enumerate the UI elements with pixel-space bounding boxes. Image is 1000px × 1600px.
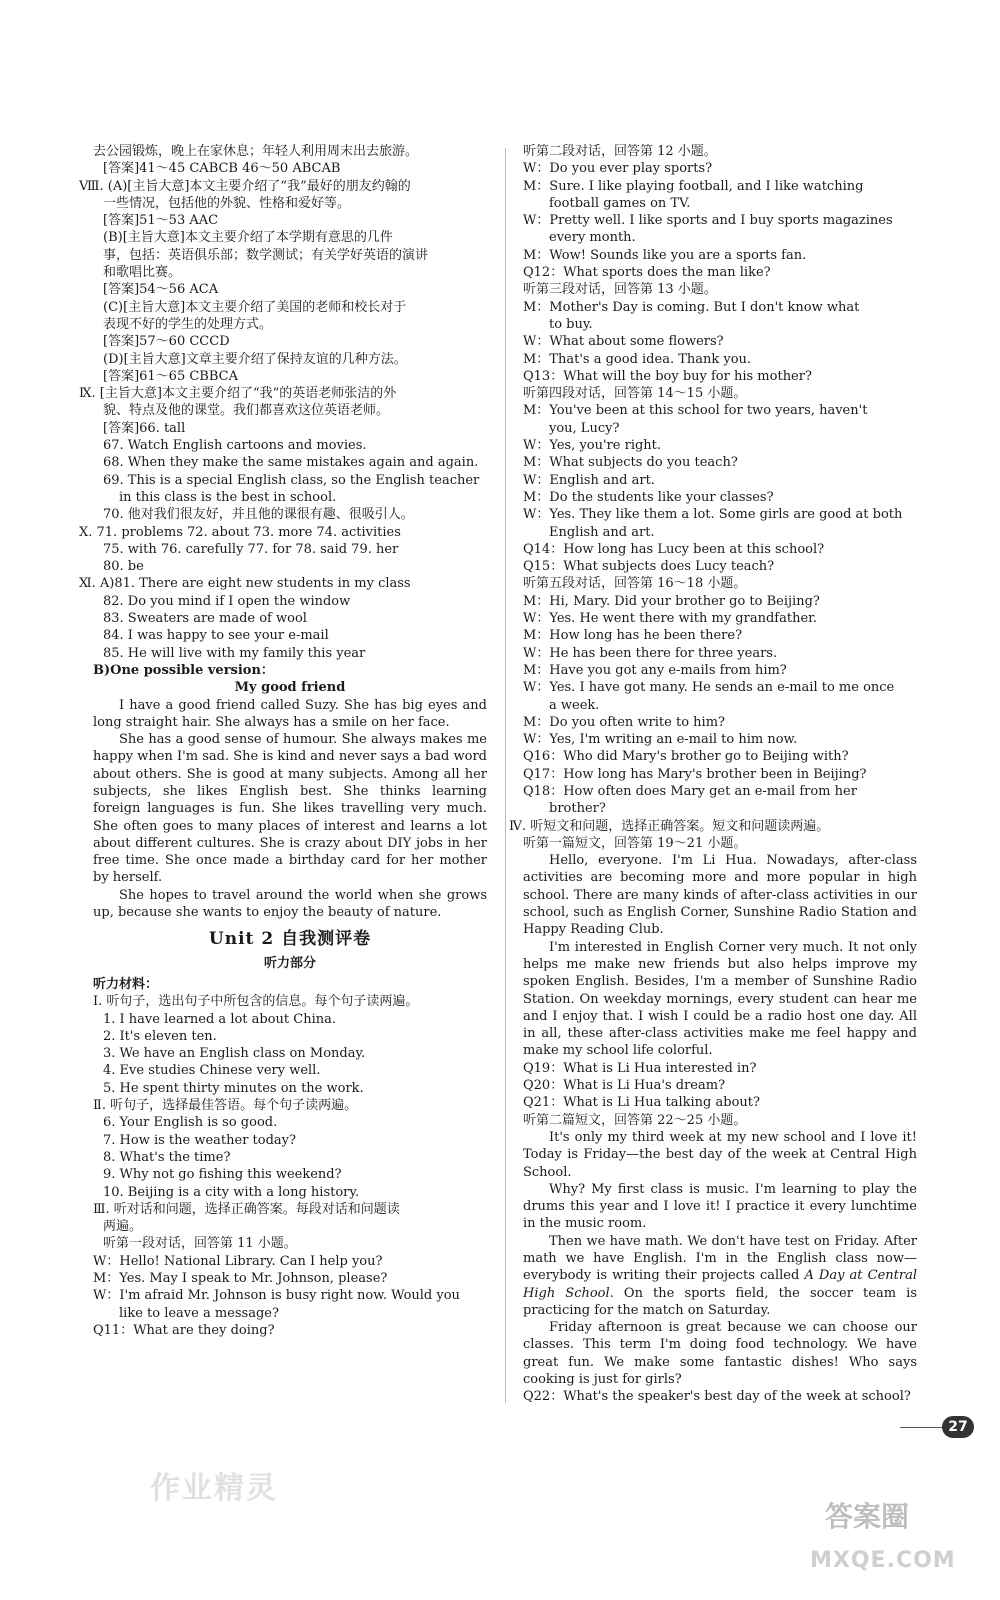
passage-paragraph: [523, 1233, 917, 1319]
dialogue-line: W：Yes, I'm writing an e-mail to him now.: [523, 732, 798, 748]
section-heading: Ⅰ. 听句子，选出句子中所包含的信息。每个句子读两遍。: [93, 994, 419, 1010]
question-line: Q13：What will the boy buy for his mother?: [523, 368, 812, 384]
section-heading: Ⅸ. [主旨大意]本文主要介绍了“我”的英语老师张洁的外: [79, 386, 397, 402]
question-line: Q21：What is Li Hua talking about?: [523, 1095, 760, 1111]
question-line: Q20：What is Li Hua's dream?: [523, 1078, 726, 1094]
question-line: Q14：How long has Lucy been at this school?: [523, 541, 825, 557]
answer-line: 70. 他对我们很友好，并且他的课很有趣、很吸引人。: [103, 507, 414, 523]
question-line: 1. I have learned a lot about China.: [103, 1011, 337, 1027]
dialogue-line: M：Do the students like your classes?: [523, 489, 774, 505]
dialogue-line: W：Yes. They like them a lot. Some girls are good at both: [523, 507, 903, 523]
dialogue-line: W：English and art.: [523, 472, 655, 488]
passage-text: . On the sports field, the soccer team is practicing for the match on Saturday.: [523, 1285, 917, 1318]
text-line: 表现不好的学生的处理方式。: [103, 316, 273, 332]
text-line: (D)[主旨大意]文章主要介绍了保持友谊的几种方法。: [103, 351, 407, 367]
question-line: Q16：Who did Mary's brother go to Beijing with?: [523, 749, 849, 765]
dialogue-heading: 听第五段对话，回答第 16～18 小题。: [523, 576, 747, 592]
answer-line: in this class is the best in school.: [119, 489, 337, 505]
right-column: [509, 143, 917, 1406]
left-column: [79, 143, 487, 1339]
dialogue-line: W：Yes. I have got many. He sends an e-mail to me once: [523, 680, 895, 696]
essay-paragraph: She hopes to travel around the world when she grows up, because she wants to enjoy the beauty of nature.: [93, 887, 487, 921]
section-heading: Ⅲ. 听对话和问题，选择正确答案。每段对话和问题读: [93, 1201, 400, 1217]
text-line: (B)[主旨大意]本文主要介绍了本学期有意思的几件: [103, 230, 393, 246]
question-line: Q17：How long has Mary's brother been in Beijing?: [523, 766, 867, 782]
question-line: Q12：What sports does the man like?: [523, 265, 771, 281]
answer-line: 80. be: [103, 559, 144, 575]
dialogue-heading: 听第四段对话，回答第 14～15 小题。: [523, 386, 747, 402]
passage-paragraph: Friday afternoon is great because we can choose our classes. This term I'm doing food technology. We have great fun. We make some fantastic dishes! Who says cooking is just for girls?: [523, 1320, 917, 1388]
question-line: 8. What's the time?: [103, 1149, 231, 1165]
answer-line: [答案]66. tall: [103, 420, 186, 436]
text-line: 一些情况，包括他的外貌、性格和爱好等。: [103, 195, 351, 211]
dialogue-line: W：Do you ever play sports?: [523, 161, 713, 177]
dialogue-line: W：Pretty well. I like sports and I buy sports magazines: [523, 213, 893, 229]
passage-text: Then we have math. We don't have test on Friday. After math we have English. I'm in the English class now—everybody is writing their projects called: [523, 1233, 917, 1284]
essay-paragraph: She has a good sense of humour. She always makes me happy when I'm sad. She is kind and never says a bad word about others. She is good at many subjects. Among all her subjects, she likes English best. She thinks learning foreign languages is fun. She likes travelling very much. She often goes to many places of interest and learns a lot about different cultures. She is crazy about DIY jobs in her free time. She once made a birthday card for her mother by herself.: [93, 732, 487, 886]
answer-line: 85. He will live with my family this year: [103, 645, 366, 661]
dialogue-line: M：Sure. I like playing football, and I like watching: [523, 178, 864, 194]
dialogue-line: W：Yes, you're right.: [523, 438, 662, 454]
answer-line: 69. This is a special English class, so the English teacher: [103, 472, 480, 488]
answer-line: 75. with 76. carefully 77. for 78. said 79. her: [103, 541, 399, 557]
listening-part-title: 听力部分: [263, 955, 316, 971]
dialogue-heading: 听第一段对话，回答第 11 小题。: [103, 1236, 297, 1252]
section-heading: Ⅱ. 听句子，选择最佳答语。每个句子读两遍。: [93, 1098, 358, 1114]
dialogue-line: a week.: [549, 697, 600, 713]
text-line: B)One possible version：: [93, 662, 274, 678]
question-line: Q19：What is Li Hua interested in?: [523, 1060, 757, 1076]
dialogue-line: M：Hi, Mary. Did your brother go to Beijing?: [523, 593, 820, 609]
dialogue-line: M：Mother's Day is coming. But I don't know what: [523, 299, 860, 315]
watermark-logo: 答案圈: [825, 1500, 910, 1533]
question-line: Q15：What subjects does Lucy teach?: [523, 559, 775, 575]
dialogue-line: like to leave a message?: [119, 1305, 279, 1321]
question-line: 7. How is the weather today?: [103, 1132, 296, 1148]
dialogue-line: M：Wow! Sounds like you are a sports fan.: [523, 247, 807, 263]
page-number-rule: [900, 1427, 942, 1428]
dialogue-line: W：What about some flowers?: [523, 334, 724, 350]
dialogue-heading: 听第三段对话，回答第 13 小题。: [523, 282, 717, 298]
dialogue-line: M：What subjects do you teach?: [523, 455, 738, 471]
passage-paragraph: It's only my third week at my new school and I love it! Today is Friday—the best day of the week at Central High School.: [523, 1129, 917, 1180]
question-line: 5. He spent thirty minutes on the work.: [103, 1080, 364, 1096]
dialogue-line: English and art.: [549, 524, 655, 540]
answer-line: [答案]41～45 CABCB 46～50 ABCAB: [103, 161, 341, 177]
question-line: Q22：What's the speaker's best day of the week at school?: [523, 1389, 911, 1405]
question-line: 3. We have an English class on Monday.: [103, 1046, 366, 1062]
dialogue-line: W：Hello! National Library. Can I help you?: [93, 1253, 383, 1269]
section-heading: Ⅳ. 听短文和问题，选择正确答案。短文和问题读两遍。: [509, 818, 830, 834]
question-line: 6. Your English is so good.: [103, 1115, 278, 1131]
passage-heading: 听第一篇短文，回答第 19～21 小题。: [523, 835, 747, 851]
dialogue-line: M：Do you often write to him?: [523, 714, 725, 730]
dialogue-line: W：Yes. He went there with my grandfather.: [523, 611, 818, 627]
dialogue-line: M：Yes. May I speak to Mr. Johnson, please?: [93, 1271, 388, 1286]
text-line: (C)[主旨大意]本文主要介绍了美国的老师和校长对于: [103, 299, 407, 315]
question-line: 2. It's eleven ten.: [103, 1028, 217, 1044]
project-title: A Day at Central High School: [523, 1268, 917, 1301]
passage-paragraph: I'm interested in English Corner very much. It not only helps me make new friends but also helps improve my spoken English. Besides, I'm a member of Sunshine Radio Station. On weekday mornings, every student can hear me and I enjoy that. I wish I could be a radio host one day. All in all, these after-class activities make me feel happy and make my school life colorful.: [523, 939, 917, 1059]
dialogue-line: M：That's a good idea. Thank you.: [523, 351, 752, 367]
dialogue-heading: 听第二段对话，回答第 12 小题。: [523, 144, 717, 159]
passage-paragraph: Why? My first class is music. I'm learning to play the drums this year and I love it! I practice it every lunchtime in the music room.: [523, 1181, 917, 1232]
passage-paragraph: Hello, everyone. I'm Li Hua. Nowadays, after-class activities are becoming more and more popular in high school. There are many kinds of after-class activities in our school, such as English Corner, Sunshine Radio Station and Happy Reading Club.: [523, 853, 917, 938]
materials-label: 听力材料：: [93, 976, 159, 992]
dialogue-line: you, Lucy?: [549, 420, 620, 436]
dialogue-line: W：He has been there for three years.: [523, 645, 778, 661]
section-heading: Ⅹ. 71. problems 72. about 73. more 74. activities: [79, 524, 401, 540]
answer-line: [答案]51～53 AAC: [103, 213, 219, 229]
question-line: brother?: [549, 801, 606, 817]
question-line: Q18：How often does Mary get an e-mail from her: [523, 783, 857, 799]
answer-line: 83. Sweaters are made of wool: [103, 611, 307, 627]
answer-line: [答案]61～65 CBBCA: [103, 368, 238, 384]
text-line: 貌、特点及他的课堂。我们都喜欢这位英语老师。: [103, 403, 390, 419]
column-divider: [505, 148, 506, 1403]
answer-line: 67. Watch English cartoons and movies.: [103, 438, 367, 454]
text-line: 和歌唱比赛。: [103, 265, 182, 281]
unit-title: Unit 2 自我测评卷: [208, 929, 372, 950]
answer-line: [答案]57～60 CCCD: [103, 334, 230, 350]
answer-line: 82. Do you mind if I open the window: [103, 593, 351, 609]
text-line: 去公园锻炼，晚上在家休息；年轻人利用周末出去旅游。: [93, 144, 419, 159]
dialogue-line: W：I'm afraid Mr. Johnson is busy right now. Would you: [93, 1288, 460, 1304]
answer-line: 68. When they make the same mistakes again and again.: [103, 455, 479, 471]
dialogue-line: football games on TV.: [549, 195, 691, 211]
watermark-logo: 作业精灵: [150, 1471, 278, 1506]
section-heading: Ⅷ. (A)[主旨大意]本文主要介绍了“我”最好的朋友约翰的: [79, 178, 411, 194]
section-heading: 两遍。: [103, 1219, 143, 1235]
question-line: 4. Eve studies Chinese very well.: [103, 1063, 321, 1079]
dialogue-line: M：How long has he been there?: [523, 628, 743, 644]
dialogue-line: M：You've been at this school for two years, haven't: [523, 403, 868, 419]
essay-paragraph: I have a good friend called Suzy. She has big eyes and long straight hair. She always has a smile on her face.: [93, 697, 487, 730]
dialogue-line: every month.: [549, 230, 636, 246]
page-number: 27: [942, 1416, 974, 1438]
answer-line: [答案]54～56 ACA: [103, 282, 219, 298]
passage-heading: 听第二篇短文，回答第 22～25 小题。: [523, 1112, 747, 1128]
question-line: 10. Beijing is a city with a long history.: [103, 1184, 360, 1200]
dialogue-line: to buy.: [549, 316, 593, 332]
text-line: 事，包括：英语俱乐部；数学测试；有关学好英语的演讲: [103, 247, 429, 263]
dialogue-line: M：Have you got any e-mails from him?: [523, 662, 787, 678]
question-line: 9. Why not go fishing this weekend?: [103, 1167, 342, 1183]
section-heading: Ⅺ. A)81. There are eight new students in my class: [79, 576, 411, 592]
watermark-url: MXQE.COM: [810, 1548, 956, 1573]
answer-line: 84. I was happy to see your e-mail: [103, 628, 329, 644]
question-line: Q11：What are they doing?: [93, 1322, 275, 1338]
essay-title: My good friend: [234, 680, 346, 696]
